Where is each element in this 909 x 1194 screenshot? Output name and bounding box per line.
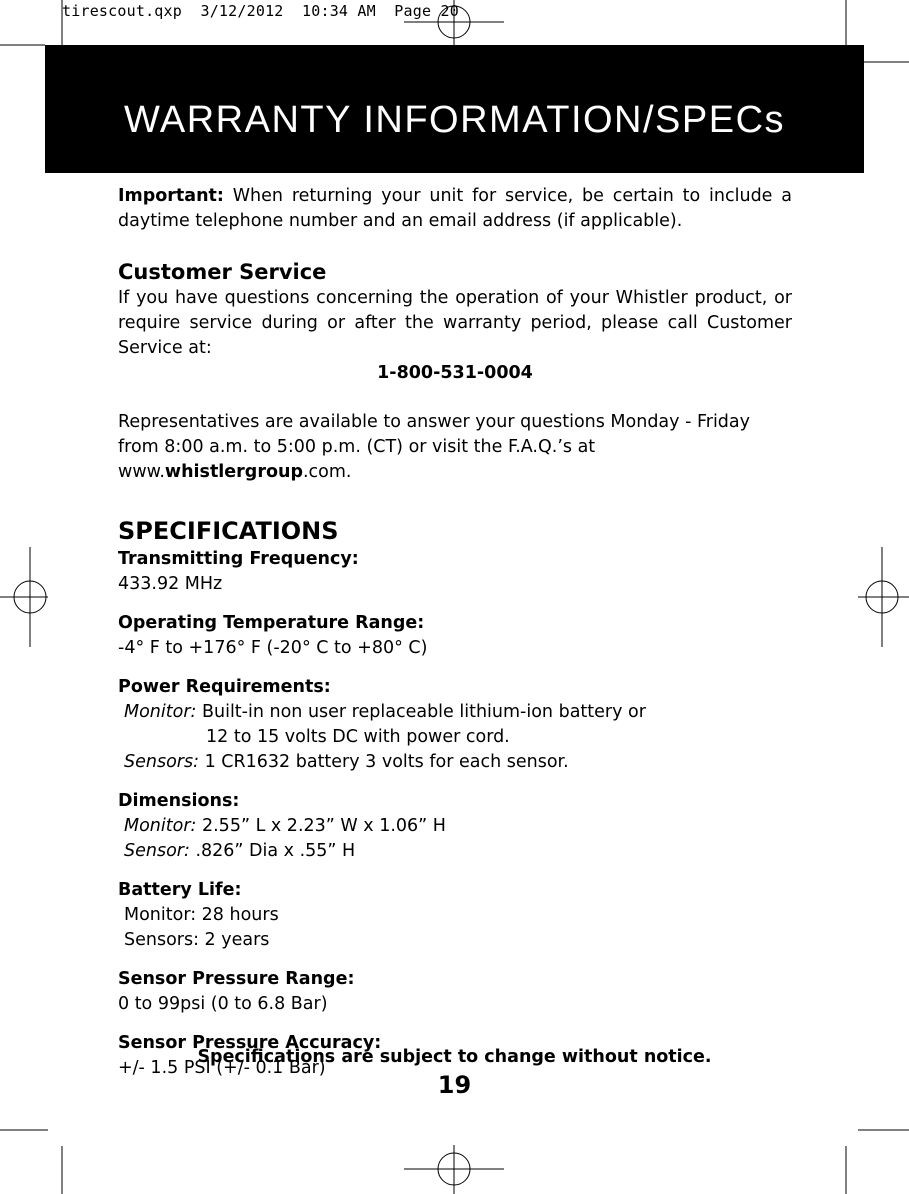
reps-text-end: .com.: [302, 462, 352, 482]
registration-mark-left: [0, 547, 48, 647]
power-monitor-value: Built-in non user replaceable lithium-ion battery or: [196, 702, 646, 722]
power-monitor: [118, 700, 792, 725]
page-title: WARRANTY INFORMATION/SPECs: [123, 98, 786, 141]
power-monitor-value-2: 12 to 15 volts DC with power cord.: [206, 727, 510, 747]
power-sensors: [118, 750, 792, 775]
customer-service-text: If you have questions concerning the operation of your Whistler product, or require service during or after the warranty period, please call Customer Service at:: [118, 288, 792, 358]
print-slug: tirescout.qxp 3/12/2012 10:34 AM Page 20: [62, 2, 459, 20]
power-sensors-label: Sensors:: [124, 752, 199, 772]
temperature-label: Operating Temperature Range:: [118, 613, 425, 633]
important-paragraph: [118, 184, 792, 234]
temperature-value: -4° F to +176° F (-20° C to +80° C): [118, 638, 428, 658]
website-link[interactable]: whistlergroup: [164, 462, 303, 482]
pressure-range-label: Sensor Pressure Range:: [118, 969, 355, 989]
page-number: 19: [437, 1071, 472, 1099]
battery-sensors: Sensors: 2 years: [124, 930, 270, 950]
registration-mark-bottom: [404, 1145, 504, 1194]
customer-service-heading: Customer Service: [118, 260, 327, 284]
title-banner: [45, 45, 864, 173]
registration-mark-top: [404, 0, 504, 48]
dimensions-monitor-value: 2.55” L x 2.23” W x 1.06” H: [196, 816, 446, 836]
dimensions-monitor: [118, 814, 792, 839]
pressure-accuracy-label: Sensor Pressure Accuracy:: [118, 1033, 382, 1053]
transmitting-value: 433.92 MHz: [118, 574, 223, 594]
battery-label: Battery Life:: [118, 880, 242, 900]
dimensions-sensor-value: .826” Dia x .55” H: [189, 841, 356, 861]
dimensions-sensor: [118, 839, 792, 864]
dimensions-sensor-label: Sensor:: [124, 841, 190, 861]
transmitting-label: Transmitting Frequency:: [118, 549, 359, 569]
battery-monitor: Monitor: 28 hours: [124, 905, 279, 925]
pressure-accuracy-value: +/- 1.5 PSI (+/- 0.1 Bar): [118, 1058, 326, 1078]
power-label: Power Requirements:: [118, 677, 331, 697]
power-sensors-value: 1 CR1632 battery 3 volts for each sensor.: [199, 752, 569, 772]
power-monitor-label: Monitor:: [124, 702, 197, 722]
important-label: Important:: [118, 186, 224, 206]
phone-number: 1-800-531-0004: [377, 363, 533, 383]
dimensions-label: Dimensions:: [118, 791, 240, 811]
page-content: [118, 184, 792, 1081]
specifications-heading: SPECIFICATIONS: [118, 517, 339, 545]
representatives-paragraph: [118, 410, 792, 485]
dimensions-monitor-label: Monitor:: [124, 816, 197, 836]
registration-mark-right: [858, 547, 909, 647]
footer-note: Specifications are subject to change without notice.: [197, 1047, 712, 1067]
pressure-range-value: 0 to 99psi (0 to 6.8 Bar): [118, 994, 328, 1014]
important-text: When returning your unit for service, be certain to include a daytime telephone number and an email address (if applicable).: [118, 186, 792, 231]
reps-text: Representatives are available to answer your questions Monday - Friday from 8:00 a.m. to 5:00 p.m. (CT) or visit the F.A.Q.’s at www.: [118, 412, 750, 482]
